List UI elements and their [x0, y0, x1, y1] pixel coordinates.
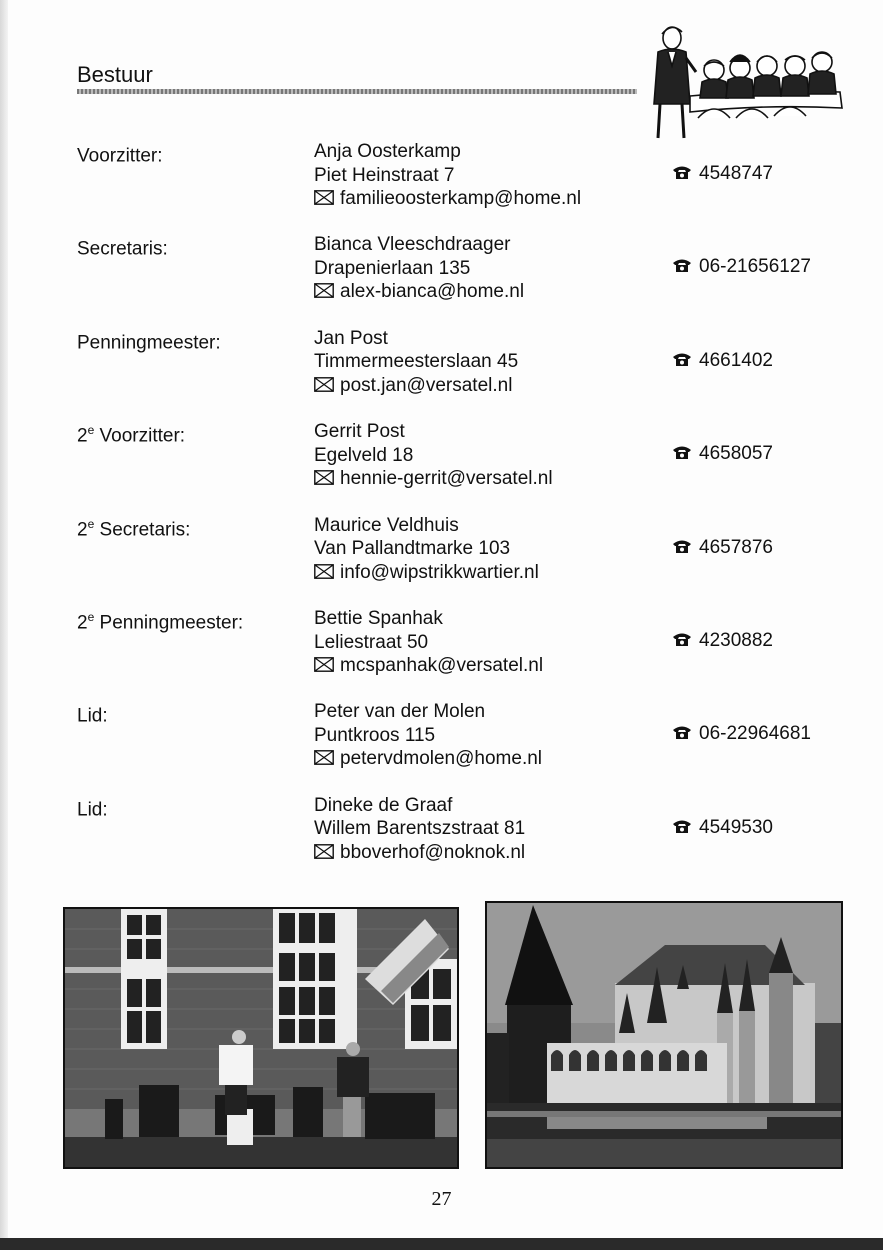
member-phone: 06-22964681: [699, 723, 811, 745]
role-ordinal-suffix: e: [87, 423, 95, 438]
member-phone: 4230882: [699, 630, 773, 651]
board-role: [77, 797, 108, 821]
member-email-line: [314, 374, 518, 398]
member-email-line: [314, 654, 543, 678]
member-name: Gerrit Post: [314, 421, 405, 443]
school-building-photo: [63, 907, 459, 1169]
page-number: 27: [431, 1188, 452, 1210]
member-phone: 4661402: [699, 349, 773, 371]
role-ordinal: 2: [77, 425, 88, 447]
member-phone-line: [672, 630, 773, 652]
member-email[interactable]: bboverhof@noknok.nl: [340, 841, 526, 863]
member-email[interactable]: mcspanhak@versatel.nl: [340, 655, 544, 676]
telephone-icon: [672, 817, 699, 838]
member-phone-line: [672, 256, 811, 278]
member-name: Bianca Vleeschdraager: [314, 234, 511, 256]
member-address: Timmermeesterslaan 45: [314, 351, 519, 373]
board-member-entry: [0, 140, 883, 220]
scan-bottom-edge: [0, 1238, 883, 1250]
member-details: [314, 420, 553, 491]
board-role: [77, 143, 163, 167]
envelope-icon: [314, 655, 340, 676]
board-member-entry: [0, 700, 883, 780]
board-role: [77, 330, 221, 354]
member-address: Willem Barentszstraat 81: [314, 818, 526, 840]
role-title: Secretaris:: [77, 238, 168, 260]
member-email-line: [314, 467, 553, 491]
role-title: Voorzitter:: [94, 425, 186, 447]
member-details: [314, 327, 518, 398]
member-email[interactable]: hennie-gerrit@versatel.nl: [340, 468, 553, 490]
telephone-icon: [672, 163, 699, 184]
role-ordinal-suffix: e: [87, 516, 95, 531]
telephone-icon: [672, 350, 699, 371]
member-address: Piet Heinstraat 7: [314, 164, 455, 186]
member-email-line: [314, 280, 524, 304]
member-phone-line: [672, 350, 773, 372]
member-email[interactable]: familieoosterkamp@home.nl: [340, 188, 582, 209]
role-title: Secretaris:: [94, 518, 191, 540]
envelope-icon: [314, 281, 340, 302]
member-phone-line: [672, 723, 811, 745]
envelope-icon: [314, 562, 340, 583]
member-email-line: [314, 747, 542, 771]
board-member-entry: [0, 327, 883, 407]
member-phone: 4549530: [699, 816, 773, 838]
member-details: [314, 233, 524, 304]
board-role: [77, 610, 243, 634]
member-email[interactable]: petervdmolen@home.nl: [340, 748, 543, 770]
board-role: [77, 703, 108, 727]
member-name: Anja Oosterkamp: [314, 141, 461, 162]
telephone-icon: [672, 630, 699, 651]
board-member-entry: [0, 607, 883, 687]
telephone-icon: [672, 443, 699, 464]
castle-photo: [485, 901, 843, 1169]
member-details: [314, 700, 542, 771]
role-title: Lid:: [77, 799, 108, 821]
page-title: Bestuur: [77, 62, 153, 87]
member-name: Dineke de Graaf: [314, 794, 453, 816]
member-phone: 4548747: [699, 163, 773, 184]
role-title: Penningmeester:: [77, 332, 221, 354]
board-role: [77, 517, 190, 541]
envelope-icon: [314, 748, 340, 769]
telephone-icon: [672, 537, 699, 558]
member-details: [314, 140, 581, 211]
board-member-entry: [0, 514, 883, 594]
header-rule: [77, 89, 637, 94]
member-phone: 06-21656127: [699, 256, 811, 278]
member-phone-line: [672, 537, 773, 559]
role-ordinal: 2: [77, 518, 88, 540]
member-address: Van Pallandtmarke 103: [314, 538, 511, 560]
member-details: [314, 794, 525, 865]
envelope-icon: [314, 842, 340, 863]
board-role: [77, 236, 168, 260]
role-ordinal: 2: [77, 612, 88, 634]
envelope-icon: [314, 468, 340, 489]
member-address: Leliestraat 50: [314, 631, 429, 653]
board-member-entry: [0, 420, 883, 500]
member-phone: 4657876: [699, 536, 773, 558]
member-email[interactable]: info@wipstrikkwartier.nl: [340, 561, 539, 583]
board-role: [77, 423, 185, 447]
member-email-line: [314, 561, 539, 585]
telephone-icon: [672, 723, 699, 744]
member-email[interactable]: alex-bianca@home.nl: [340, 281, 525, 303]
member-phone-line: [672, 443, 773, 465]
role-ordinal-suffix: e: [87, 610, 95, 624]
member-email[interactable]: post.jan@versatel.nl: [340, 374, 513, 396]
role-title: Penningmeester:: [94, 612, 244, 634]
member-name: Peter van der Molen: [314, 701, 486, 723]
board-meeting-cartoon: [632, 18, 844, 140]
member-name: Jan Post: [314, 327, 388, 349]
member-email-line: [314, 187, 581, 211]
member-phone: 4658057: [699, 443, 773, 465]
role-title: Lid:: [77, 705, 108, 727]
member-phone-line: [672, 817, 773, 839]
member-address: Egelveld 18: [314, 444, 414, 466]
member-details: [314, 514, 539, 585]
role-title: Voorzitter:: [77, 145, 163, 167]
member-name: Bettie Spanhak: [314, 608, 443, 629]
envelope-icon: [314, 375, 340, 396]
member-email-line: [314, 841, 525, 865]
telephone-icon: [672, 256, 699, 277]
board-member-entry: [0, 794, 883, 874]
member-address: Drapenierlaan 135: [314, 257, 471, 279]
member-address: Puntkroos 115: [314, 724, 436, 746]
envelope-icon: [314, 188, 340, 209]
board-member-entry: [0, 233, 883, 313]
member-name: Maurice Veldhuis: [314, 514, 459, 536]
member-phone-line: [672, 163, 773, 185]
member-details: [314, 607, 543, 678]
